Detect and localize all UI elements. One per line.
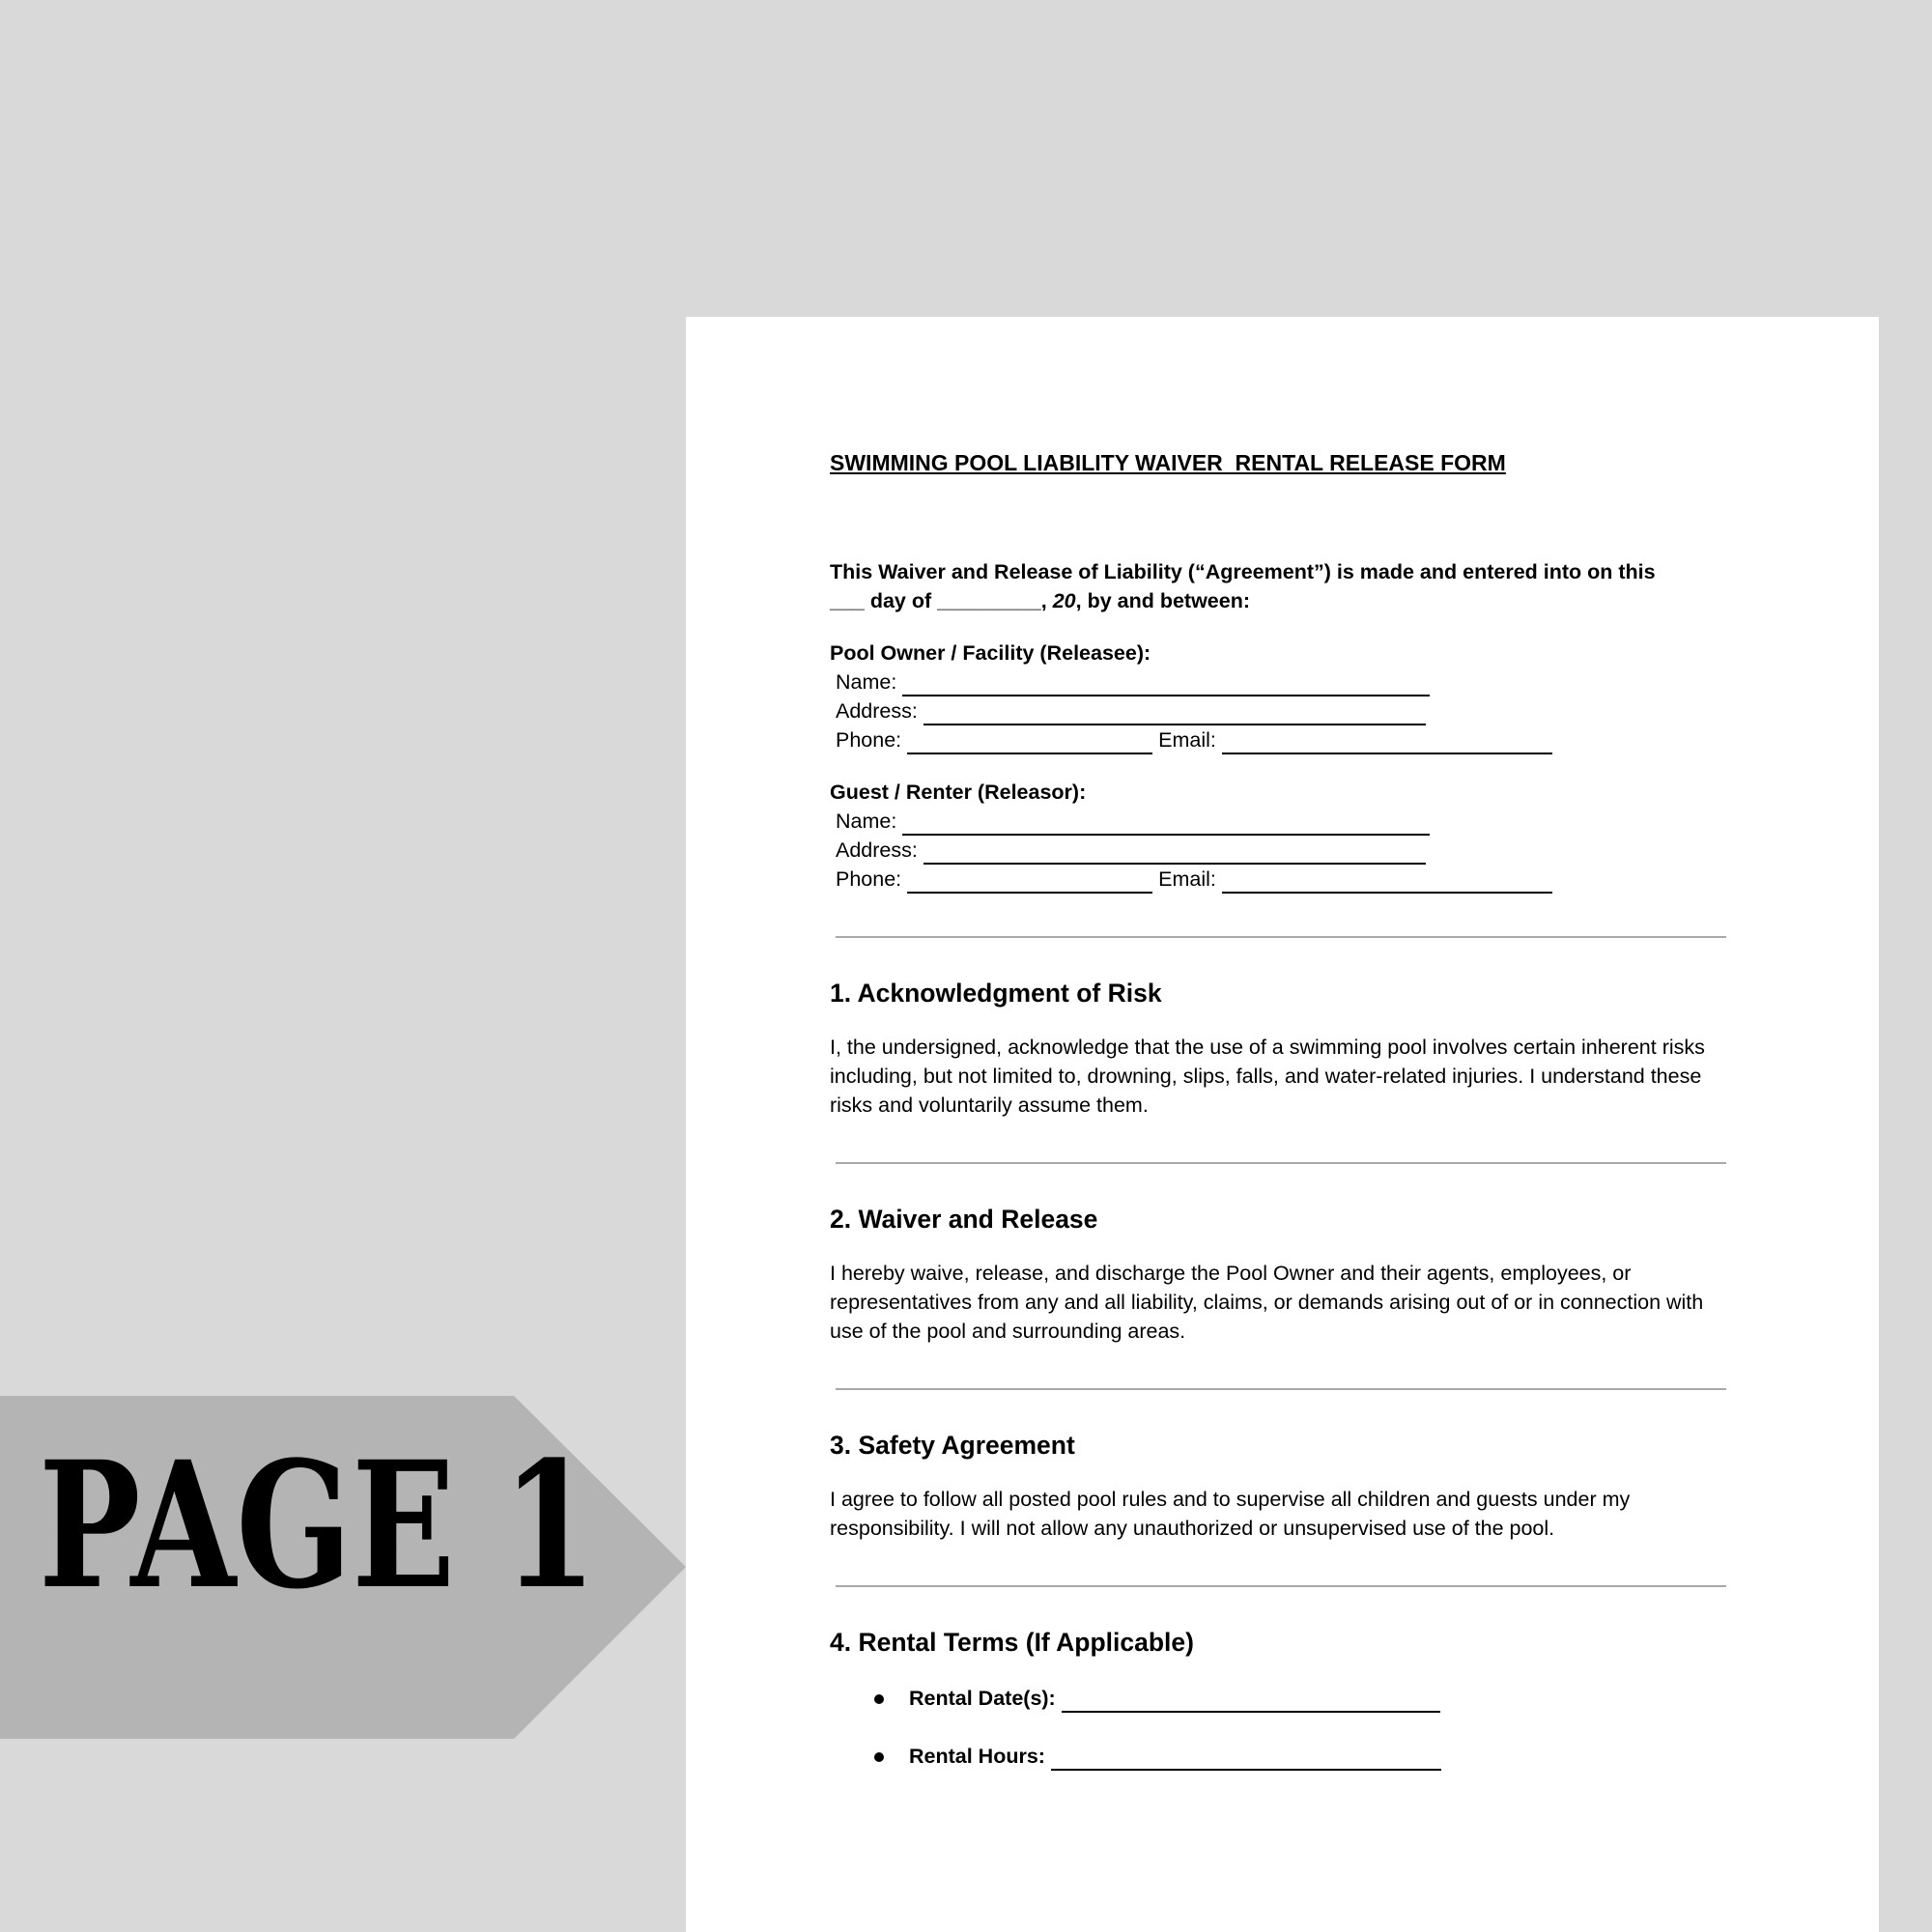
intro-line-1: This Waiver and Release of Liability (“Agreement”) is made and entered into on this [830, 560, 1656, 583]
intro-line-2 [830, 586, 1728, 615]
renter-phone-field[interactable] [907, 872, 1152, 894]
section-divider [836, 1388, 1726, 1390]
section-2-title: 2. Waiver and Release [830, 1205, 1098, 1234]
section-3-title: 3. Safety Agreement [830, 1431, 1075, 1460]
section-3-body: I agree to follow all posted pool rules and to supervise all children and guests under my responsibility. I will not allow any unauthorized or unsupervised use of the pool. [830, 1488, 1631, 1540]
section-4-title: 4. Rental Terms (If Applicable) [830, 1628, 1194, 1657]
list-item [830, 1742, 1728, 1771]
section-2-body: I hereby waive, release, and discharge the Pool Owner and their agents, employees, or representatives from any and all liability, claims, or demands arising out of or in connection with use of the pool and surrounding areas. [830, 1262, 1704, 1343]
renter-phone-label: Phone: [836, 867, 902, 891]
section-divider [836, 1585, 1726, 1587]
rental-terms-list [830, 1684, 1728, 1771]
intro-line-2-start: ___ day of _________, [830, 589, 1053, 612]
bullet-icon [874, 1752, 884, 1762]
rental-hours-field[interactable] [1051, 1749, 1441, 1771]
rental-hours-label: Rental Hours: [909, 1745, 1045, 1768]
owner-phone-label: Phone: [836, 728, 902, 752]
owner-name-field[interactable] [902, 675, 1430, 696]
document-content [830, 450, 1728, 1800]
bullet-icon [874, 1694, 884, 1704]
owner-email-label: Email: [1158, 728, 1216, 752]
renter-name-label: Name: [836, 810, 897, 833]
intro-year: 20 [1052, 589, 1076, 612]
rental-dates-field[interactable] [1062, 1691, 1440, 1713]
owner-phone-field[interactable] [907, 733, 1152, 754]
owner-address-field[interactable] [923, 704, 1426, 725]
owner-address-row [830, 696, 1728, 725]
renter-address-row [830, 836, 1728, 865]
rental-dates-label: Rental Date(s): [909, 1687, 1056, 1710]
owner-name-row [830, 668, 1728, 696]
section-divider [836, 1162, 1726, 1164]
renter-address-label: Address: [836, 838, 918, 862]
renter-name-row [830, 807, 1728, 836]
renter-address-field[interactable] [923, 843, 1426, 865]
list-item [830, 1684, 1728, 1713]
intro-line-2-end: , by and between: [1075, 589, 1251, 612]
renter-heading: Guest / Renter (Releasor): [830, 781, 1087, 804]
renter-contact-row [830, 865, 1728, 894]
renter-email-field[interactable] [1222, 872, 1552, 894]
document-title: SWIMMING POOL LIABILITY WAIVER RENTAL RELEASE FORM [830, 450, 1506, 475]
owner-address-label: Address: [836, 699, 918, 723]
section-divider [836, 936, 1726, 938]
owner-heading: Pool Owner / Facility (Releasee): [830, 641, 1151, 665]
owner-email-field[interactable] [1222, 733, 1552, 754]
owner-name-label: Name: [836, 670, 897, 694]
owner-contact-row [830, 725, 1728, 754]
renter-email-label: Email: [1158, 867, 1216, 891]
section-1-title: 1. Acknowledgment of Risk [830, 979, 1162, 1008]
page-banner-label: PAGE 1 [39, 1424, 597, 1628]
document-page [686, 317, 1879, 1932]
renter-name-field[interactable] [902, 814, 1430, 836]
section-1-body: I, the undersigned, acknowledge that the use of a swimming pool involves certain inherent risks including, but not limited to, drowning, slips, falls, and water-related injuries. I understand these risks and voluntarily assume them. [830, 1036, 1705, 1117]
intro-paragraph [830, 557, 1728, 615]
